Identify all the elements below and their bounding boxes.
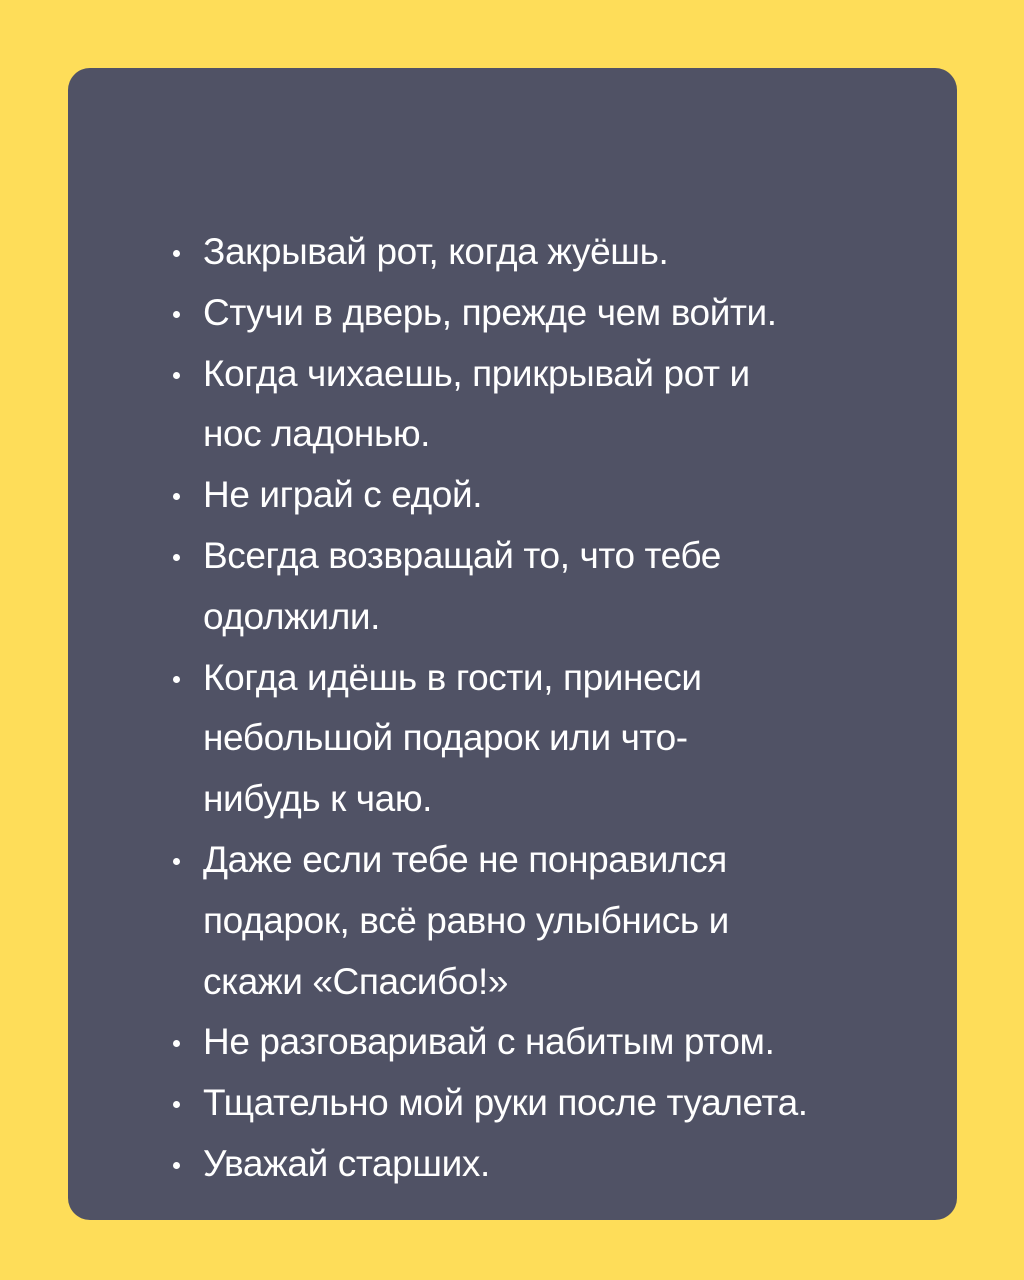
rule-line: Когда чихаешь, прикрывай рот и [203, 352, 750, 394]
rule-item [68, 1012, 903, 1073]
rule-item [68, 830, 903, 1012]
rule-line: нибудь к чаю. [203, 778, 433, 820]
rules-list [68, 222, 903, 1195]
rule-line: Тщательно мой руки после туалета. [203, 1082, 808, 1124]
rule-item [68, 648, 903, 830]
rule-item [68, 465, 903, 526]
rule-line: Не играй с едой. [203, 474, 483, 516]
rule-line: Даже если тебе не понравился [203, 838, 727, 880]
rule-line: Всегда возвращай то, что тебе [203, 534, 721, 576]
rule-line: Уважай старших. [203, 1142, 490, 1184]
rule-line: Закрывай рот, когда жуёшь. [203, 231, 669, 272]
rule-item [68, 1073, 903, 1134]
rule-line: небольшой подарок или что- [203, 717, 688, 759]
rule-item [68, 526, 903, 648]
rule-line: нос ладонью. [203, 413, 431, 455]
rule-item [68, 1134, 903, 1195]
rule-line: Стучи в дверь, прежде чем войти. [203, 291, 777, 333]
rule-line: Не разговаривай с набитым ртом. [203, 1021, 775, 1063]
rule-item [68, 283, 903, 344]
rule-line: подарок, всё равно улыбнись и [203, 899, 729, 941]
rule-item [68, 344, 903, 466]
rule-item [68, 222, 903, 283]
rules-card [68, 68, 957, 1220]
rule-line: одолжили. [203, 595, 381, 637]
rule-line: скажи «Спасибо!» [203, 960, 509, 1002]
rule-line: Когда идёшь в гости, принеси [203, 656, 702, 698]
